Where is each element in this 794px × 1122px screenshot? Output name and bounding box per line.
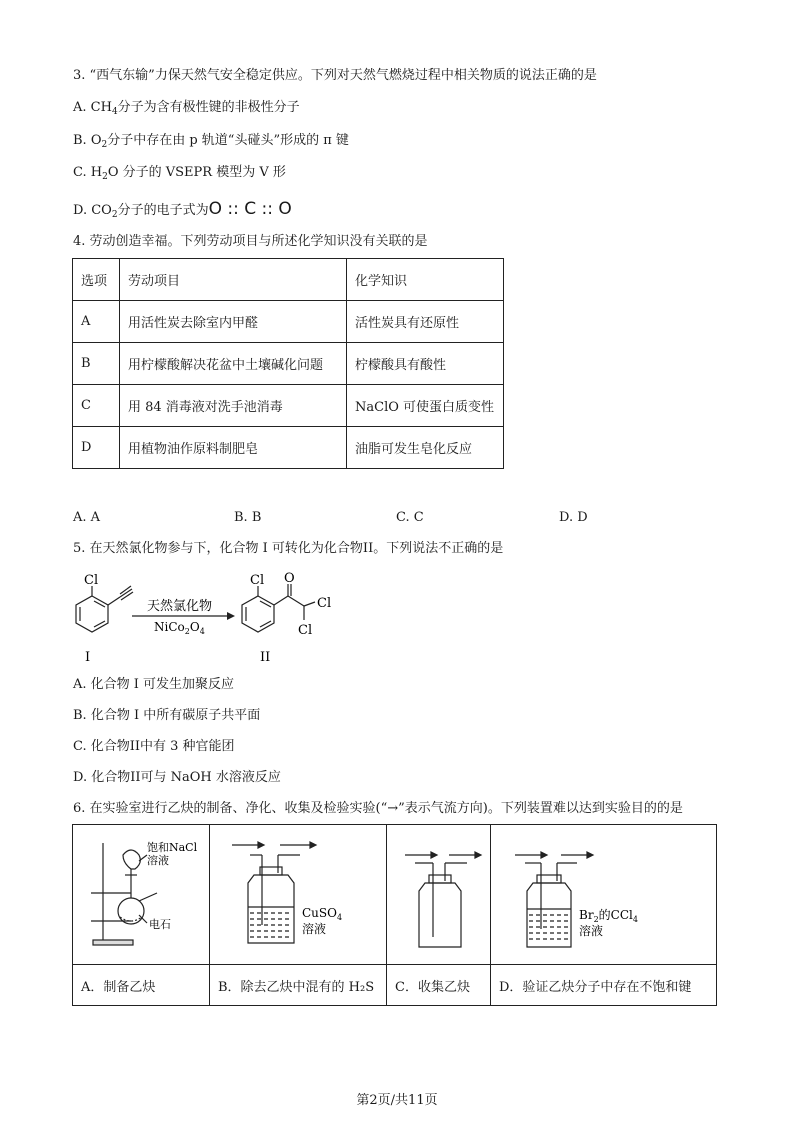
table-cell: 油脂可发生皂化反应 <box>347 427 504 469</box>
table-cell: 用柠檬酸解决花盆中土壤碱化问题 <box>120 343 347 385</box>
q5-stem: 5. 在天然氯化物参与下，化合物 I 可转化为化合物II。下列说法不正确的是 <box>73 541 504 556</box>
q3-option-b: B. $O_2$分子中存在由 p 轨道“头碰头”形成的 π 键 <box>73 133 349 150</box>
table-cell: B <box>73 343 120 385</box>
compound-1-structure <box>76 586 133 632</box>
choice-d: D. D <box>559 510 588 525</box>
q3-option-c: C. $H_2O$ 分子的 VSEPR 模型为 V 形 <box>73 165 286 182</box>
page-footer: 第2页/共11页 <box>356 1093 438 1108</box>
q5-option-c: C. 化合物II中有 3 种官能团 <box>73 739 235 754</box>
table-cell: 用活性炭去除室内甲醛 <box>120 301 347 343</box>
reaction-scheme <box>70 566 360 666</box>
arrow-icon <box>310 842 316 848</box>
q3-option-d: D. $CO_2$分子的电子式为O :: C :: O <box>73 199 292 220</box>
cuso4-wash-bottle-figure <box>210 825 386 960</box>
caption-a: A．制备乙炔 <box>73 965 210 1006</box>
compound-2-label: II <box>260 650 271 665</box>
table-cell: 活性炭具有还原性 <box>347 301 504 343</box>
q6-stem: 6. 在实验室进行乙炔的制备、净化、收集及检验实验(“→”表示气流方向)。下列装置难以达到实验目的的是 <box>73 801 683 816</box>
table-cell: NaClO 可使蛋白质变性 <box>347 385 504 427</box>
bromine-test-bottle-figure <box>491 825 716 960</box>
table-cell: C <box>73 385 120 427</box>
q6-table <box>72 824 717 1006</box>
gas-collection-bottle-figure <box>387 825 490 960</box>
q3-option-a: A. $CH_4$分子为含有极性键的非极性分子 <box>73 100 300 117</box>
reagent-bottom: $NiCo_2O_4$ <box>154 620 205 636</box>
cuso4-label: CuSO$_4$ <box>302 906 343 922</box>
nacl-label-2: 溶液 <box>147 854 169 867</box>
apparatus-row <box>73 825 717 965</box>
caption-b: B．除去乙炔中混有的 H₂S <box>210 965 387 1006</box>
cl-label: Cl <box>84 573 99 588</box>
arrow-icon <box>475 852 481 858</box>
table-cell: 柠檬酸具有酸性 <box>347 343 504 385</box>
compound-1-label: I <box>85 650 91 665</box>
table-row <box>73 301 504 343</box>
table-row <box>73 343 504 385</box>
choice-c: C. C <box>396 510 424 525</box>
apparatus-d-cell <box>491 825 717 965</box>
header-cell: 劳动项目 <box>120 259 347 301</box>
br2-ccl4-label: $Br_2$的CCl$_4$ <box>579 908 638 924</box>
apparatus-a-cell <box>73 825 210 965</box>
q5-option-a: A. 化合物 I 可发生加聚反应 <box>73 677 235 692</box>
cl-label: Cl <box>298 623 313 638</box>
table-cell: 用 84 消毒液对洗手池消毒 <box>120 385 347 427</box>
table-cell: A <box>73 301 120 343</box>
o-label: O <box>284 571 295 586</box>
co2-electron-formula: O :: C :: O <box>208 199 292 219</box>
arrow-icon <box>431 852 437 858</box>
br2-solution-label: 溶液 <box>579 924 604 938</box>
header-cell: 化学知识 <box>347 259 504 301</box>
choice-b: B. B <box>234 510 262 525</box>
table-row <box>73 385 504 427</box>
table-row <box>73 427 504 469</box>
cl-label: Cl <box>317 596 332 611</box>
q4-table <box>72 258 504 469</box>
caption-row <box>73 965 717 1006</box>
apparatus-c-cell <box>387 825 491 965</box>
table-header-row <box>73 259 504 301</box>
q5-option-b: B. 化合物 I 中所有碳原子共平面 <box>73 708 261 723</box>
q5-option-d: D. 化合物II可与 NaOH 水溶液反应 <box>73 770 281 785</box>
acetylene-generator-figure <box>73 825 209 960</box>
caption-d: D．验证乙炔分子中存在不饱和键 <box>491 965 717 1006</box>
arrow-icon <box>258 842 264 848</box>
table-cell: D <box>73 427 120 469</box>
arrow-icon <box>541 852 547 858</box>
arrow-icon <box>587 852 593 858</box>
caption-c: C．收集乙炔 <box>387 965 491 1006</box>
q4-stem: 4. 劳动创造幸福。下列劳动项目与所述化学知识没有关联的是 <box>73 234 428 249</box>
cuso4-solution-label: 溶液 <box>302 922 327 936</box>
reagent-top: 天然氯化物 <box>147 599 213 614</box>
carbide-label: 电石 <box>149 918 171 931</box>
table-cell: 用植物油作原料制肥皂 <box>120 427 347 469</box>
arrow-head-icon <box>227 612 235 620</box>
cl-label: Cl <box>250 573 265 588</box>
choice-a: A. A <box>73 510 101 525</box>
header-cell: 选项 <box>73 259 120 301</box>
q3-stem: 3. “西气东输”力保天然气安全稳定供应。下列对天然气燃烧过程中相关物质的说法正确的是 <box>73 68 597 83</box>
apparatus-b-cell <box>210 825 387 965</box>
nacl-label-1: 饱和NaCl <box>147 841 198 854</box>
